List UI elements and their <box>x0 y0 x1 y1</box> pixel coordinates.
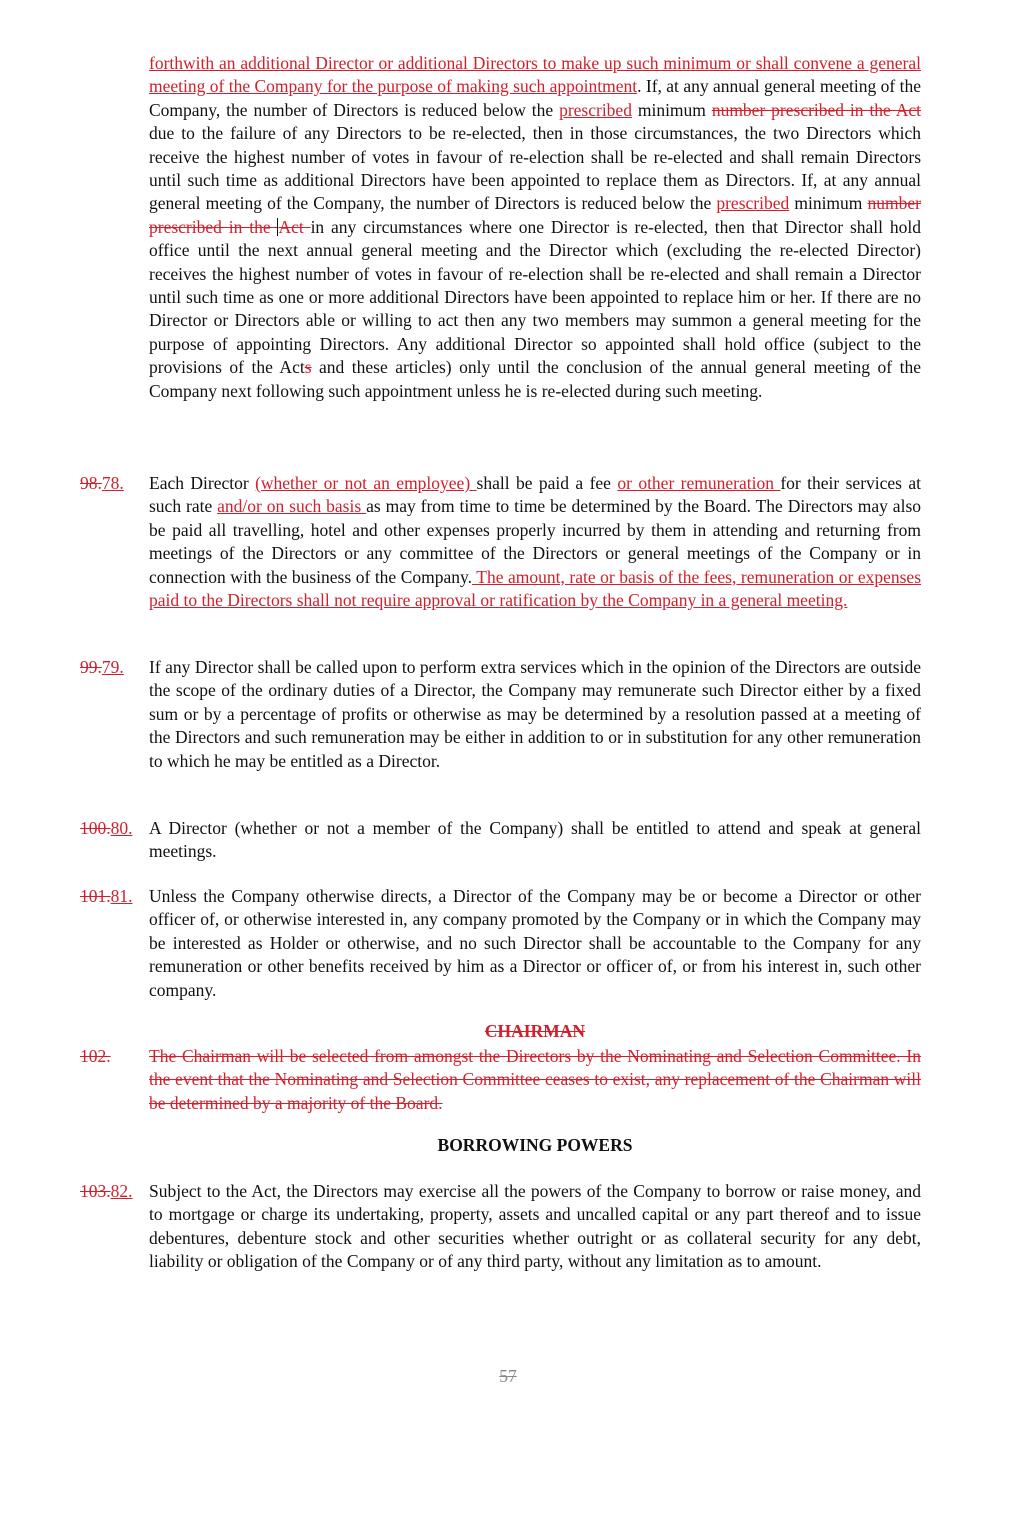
body-text: in any circumstances where one Director is re-elected, then that Director shall hold office until the next annual general meeting and the Director which (excluding the re-elected Director) receives the highest number of votes in favour of re-election shall be re-elected and shall remain a Director until such time as one or more additional Directors have been appointed to replace him or her. If there are no Director or Directors able or willing to act then any two members may summon a general meeting for the purpose of appointing Directors. Any additional Director so appointed shall hold office (subject to the provisions of the Act <box>149 216 921 378</box>
article-81-text: Unless the Company otherwise directs, a Director of the Company may be or become a Director or other officer of, or otherwise interested in, any company promoted by the Company or in which the Company may be interested as Holder or otherwise, and no such Director shall be accountable to the Company for any remuneration or other benefits received by him as a Director or officer of, or from his interest in, such other company. <box>149 886 921 1000</box>
continuation-paragraph <box>149 52 921 403</box>
body-text: due to the failure of any Directors to be re-elected, then in those circumstances, the two Directors which receive the highest number of votes in favour of re-election shall be re-elected and shall remain Directors until such time as additional Directors have been appointed to replace them as Directors. If, at any annual general meeting of the Company, the number of Directors is reduced below the <box>149 123 921 214</box>
body-text: and these articles) only until the conclusion of the annual general meeting of the Company next following such appointment unless he is re-elected during such meeting. <box>149 357 921 401</box>
inserted-text: (whether or not an employee) <box>255 473 477 493</box>
article-78-text: Each Director (whether or not an employee) shall be paid a fee or other remuneration for their services at such rate and/or on such basis as may from time to time be determined by the Board. The Directors may also be paid all travelling, hotel and other expenses properly incurred by them in attending and returning from meetings of the Directors or any committee of the Directors or general meetings of the Company or in connection with the business of the Company. The amount, rate or basis of the fees, remuneration or expenses paid to the Directors shall not require approval or ratification by the Company in a general meeting. <box>149 473 922 611</box>
body-text: . If, at any annual general meeting of the Company, the number of Directors is reduced below the <box>149 76 921 120</box>
inserted-text: or other remuneration <box>617 473 781 493</box>
article-number-82: 103.82. <box>80 1181 133 1201</box>
article-number-78: 98.78. <box>80 473 124 493</box>
borrowing-powers-heading: BORROWING POWERS <box>437 1135 633 1155</box>
deleted-text: s <box>304 357 312 378</box>
article-number-80: 100.80. <box>80 818 133 838</box>
article-number-79: 99.79. <box>80 657 124 677</box>
body-text: minimum <box>631 99 712 120</box>
article-82-text: Subject to the Act, the Directors may exercise all the powers of the Company to borrow or raise money, and to mortgage or charge its undertaking, property, assets and uncalled capital or any part thereof and to issue debentures, debenture stock and other securities whether outright or as collateral security for any debt, liability or obligation of the Company or of any third party, without any limitation as to amount. <box>149 1181 921 1272</box>
inserted-text: forthwith an additional Director or additional Directors to make up such minimum or shall convene a general meeting of the Company for the purpose of making such appointment <box>149 53 921 97</box>
article-80-text: A Director (whether or not a member of the Company) shall be entitled to attend and speak at general meetings. <box>149 818 921 862</box>
article-102-text: The Chairman will be selected from amongst the Directors by the Nominating and Selection Committee. In the event that the Nominating and Selection Committee ceases to exist, any replacement of the Chairman will be determined by a majority of the Board. <box>149 1046 921 1113</box>
deleted-text: Act <box>278 216 311 237</box>
deleted-text: number prescribed in the Act <box>711 99 922 120</box>
inserted-text: and/or on such basis <box>217 496 367 517</box>
article-number-81: 101.81. <box>80 886 133 906</box>
inserted-text: prescribed <box>716 193 790 214</box>
body-text: minimum <box>789 193 868 214</box>
article-number-102: 102. <box>80 1046 111 1066</box>
chairman-heading: CHAIRMAN <box>484 1021 586 1041</box>
page-number: 57 <box>499 1366 517 1386</box>
article-79-text: If any Director shall be called upon to perform extra services which in the opinion of the Directors are outside the scope of the ordinary duties of a Director, the Company may remunerate such Director either by a fixed sum or by a percentage of profits or otherwise as may be determined by a resolution passed at a meeting of the Directors and such remuneration may be either in addition to or in substitution for any other remuneration to which he may be entitled as a Director. <box>149 657 921 771</box>
inserted-text: prescribed <box>559 99 632 120</box>
inserted-text: The amount, rate or basis of the fees, remuneration or expenses paid to the Directors shall not require approval or ratification by the Company in a general meeting. <box>149 566 922 611</box>
deleted-text: number prescribed in the <box>149 193 921 237</box>
